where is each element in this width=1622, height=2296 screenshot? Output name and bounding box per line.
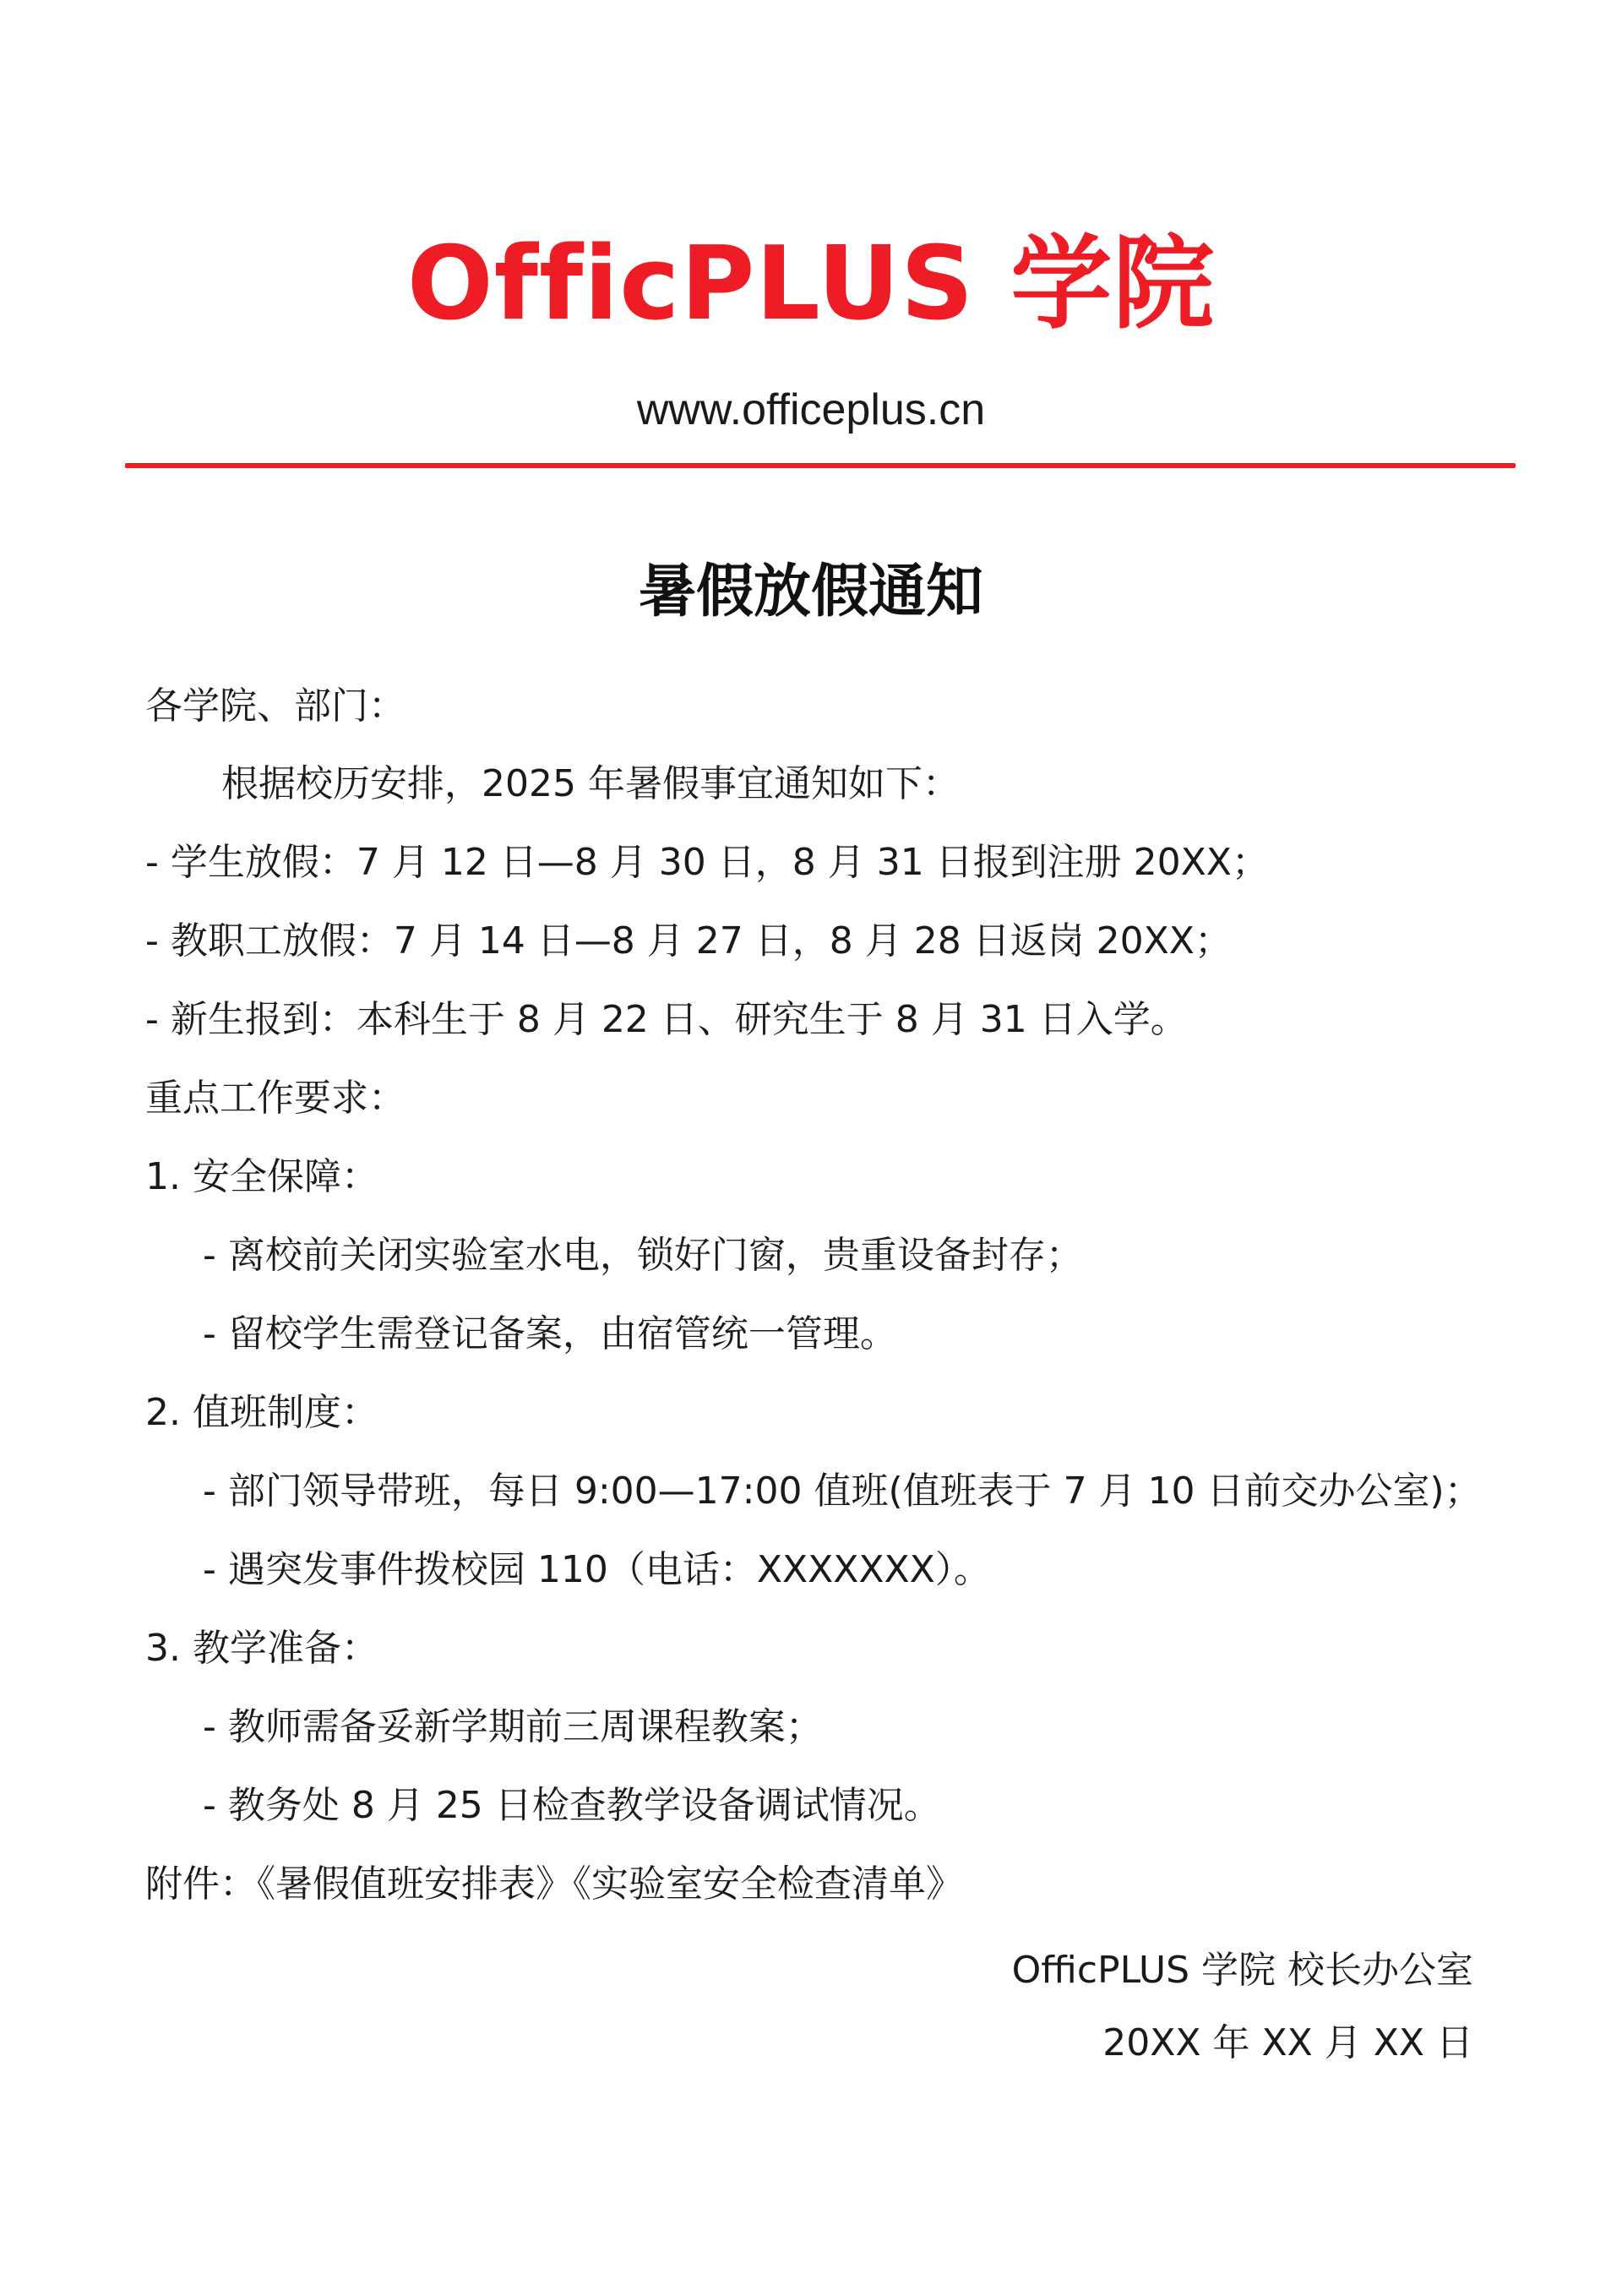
section-item: - 留校学生需登记备案，由宿管统一管理。 — [203, 1312, 897, 1355]
section-item: - 离校前关闭实验室水电，锁好门窗，贵重设备封存； — [203, 1234, 1083, 1277]
schedule-item-students: - 学生放假：7 月 12 日—8 月 30 日，8 月 31 日报到注册 20XX； — [145, 841, 1269, 884]
attachments-line: 附件：《暑假值班安排表》《实验室安全检查清单》 — [145, 1862, 963, 1906]
section-item: - 教务处 8 月 25 日检查教学设备调试情况。 — [203, 1784, 941, 1827]
signature-date: 20XX 年 XX 月 XX 日 — [1102, 2021, 1473, 2064]
salutation: 各学院、部门： — [145, 684, 406, 728]
signature-org: OfficPLUS 学院 校长办公室 — [1011, 1949, 1473, 1992]
section-heading-safety: 1. 安全保障： — [145, 1155, 378, 1198]
notice-title: 暑假放假通知 — [638, 559, 983, 625]
header-title: OfficPLUS 学院 — [406, 226, 1216, 343]
header-url: www.officeplus.cn — [636, 385, 986, 434]
header-divider — [125, 463, 1516, 468]
section-heading-teaching: 3. 教学准备： — [145, 1627, 378, 1670]
schedule-item-staff: - 教职工放假：7 月 14 日—8 月 27 日，8 月 28 日返岗 20XX； — [145, 919, 1232, 963]
section-item: - 部门领导带班，每日 9:00—17:00 值班(值班表于 7 月 10 日前交办公室)； — [203, 1470, 1482, 1513]
requirements-heading: 重点工作要求： — [145, 1077, 406, 1120]
section-item: - 教师需备妥新学期前三周课程教案； — [203, 1705, 823, 1748]
section-item: - 遇突发事件拨校园 110（电话：XXXXXXX）。 — [203, 1548, 991, 1591]
section-heading-duty: 2. 值班制度： — [145, 1391, 378, 1434]
schedule-item-freshmen: - 新生报到：本科生于 8 月 22 日、研究生于 8 月 31 日入学。 — [145, 998, 1188, 1041]
intro-paragraph: 根据校历安排，2025 年暑假事宜通知如下： — [221, 762, 960, 805]
